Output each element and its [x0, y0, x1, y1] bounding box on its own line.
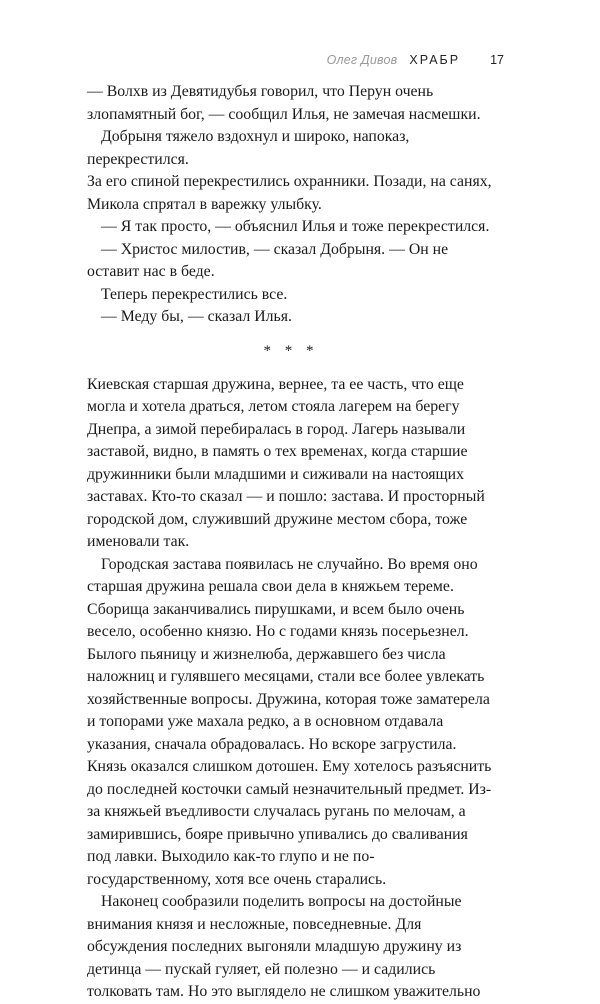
paragraph: За его спиной перекрестились охранники. Позади, на санях, Микола спрятал в варежку улыбку. — [87, 173, 492, 213]
paragraph: — Меду бы, — сказал Илья. — [101, 308, 292, 325]
page-number: 17 — [490, 53, 504, 67]
paragraph: — Я так просто, — объяснил Илья и тоже перекрестился. — [101, 218, 490, 235]
paragraph: Наконец сообразили поделить вопросы на достойные внимания князя и несложные, повседневные. Для обсуждения последних выгоняли младшую дружину из детинца — пускай гуляет, ей полезно — и садились толковать там. Но это выглядело не слишком уважительно — [87, 893, 481, 1000]
paragraph: Теперь перекрестились все. — [101, 285, 288, 303]
running-header — [327, 53, 504, 67]
section-separator: * * * — [263, 342, 319, 359]
paragraph: Киевская старшая дружина, вернее, та ее часть, что еще могла и хотела драться, летом стояла лагерем на берегу Днепра, а зимой перебиралась в город. Лагерь называли заставой, видно, в память о тех временах, когда старшие дружинники были младшими и сиживали на настоящих заставах. Кто-то сказал — и пошло: застава. И просторный городской дом, служивший дружине местом сбора, тоже именовали так. — [87, 375, 485, 550]
paragraph: Добрыня тяжело вздохнул и широко, напоказ, перекрестился. — [87, 128, 410, 168]
paragraph: Городская застава появилась не случайно. Во время оно старшая дружина решала свои дела в княжьем тереме. Сборища заканчивались пирушками, и всем было очень весело, особенно князю. Но с годами князь посерьезнел. Былого пьяницу и жизнелюба, державшего без числа наложниц и гулявшего месяцами, стали все более увлекать хозяйственные вопросы. Дружина, которая тоже заматерела и топорами уже махала редко, а в основном отдавала указания, сначала обрадовалась. Но вскоре загрустила. Князь оказался слишком дотошен. Ему хотелось разъяснить до последней косточки самый незначительный предмет. Из-за княжьей въедливости случалась ругань по мелочам, а замирившись, бояре привычно упивались до сваливания под лавки. Выходило как-то глупо и не по-государственному, хотя все очень старались. — [87, 555, 492, 888]
running-header-title: ХРАБР — [409, 53, 461, 67]
page-body — [87, 81, 495, 1004]
paragraph: — Христос милостив, — сказал Добрыня. — Он не оставит нас в беде. — [87, 240, 449, 280]
running-header-author: Олег Дивов — [326, 53, 398, 67]
paragraph: — Волхв из Девятидубья говорил, что Перун очень злопамятный бог, — сообщил Илья, не замечая насмешки. — [87, 83, 481, 123]
